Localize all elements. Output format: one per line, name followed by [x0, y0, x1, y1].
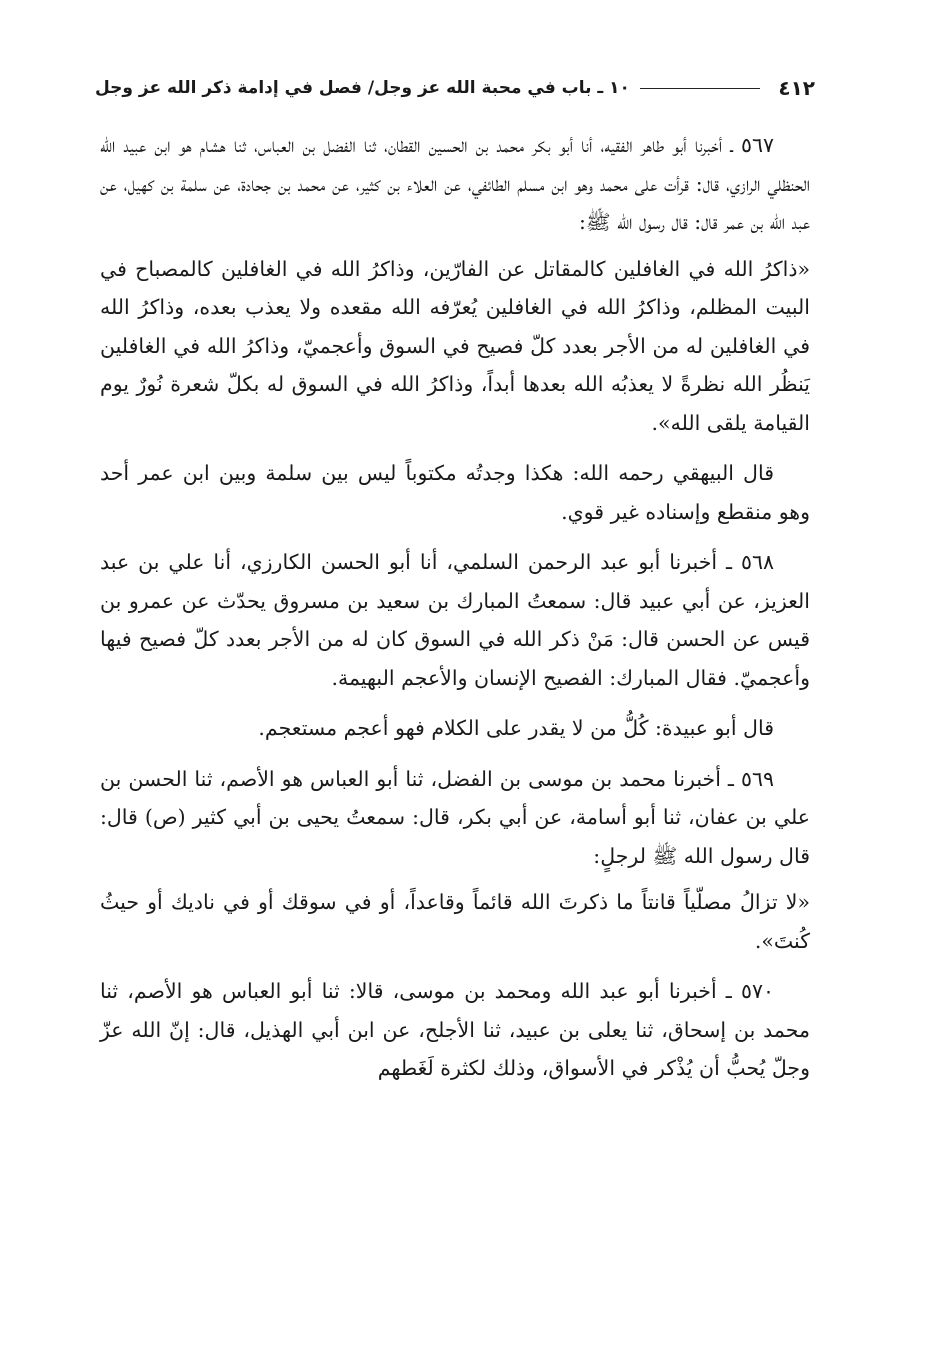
- paragraph-567-hadith: «ذاكرُ الله في الغافلين كالمقاتل عن الفارّين، وذاكرُ الله في الغافلين كالمصباح في البيت المظلم، وذاكرُ الله في الغافلين يُعرّفه الله مقعده ولا يعذب بعده، وذاكرُ الله في الغافلين له من الأجر بعدد كلّ فصيح في السوق وأعجميّ، وذاكرُ الله في الغافلين يَنظُر الله نظرةً لا يعذبُه الله بعدها أبداً، وذاكرُ الله في السوق له بكلّ شعرة نُورٌ يوم القيامة يلقى الله».: [100, 256, 810, 435]
- page-body: [100, 126, 810, 1100]
- page-number: ٤١٢: [778, 76, 815, 100]
- paragraph-abu-ubayda: قال أبو عبيدة: كُلُّ من لا يقدر على الكلام فهو أعجم مستعجم.: [258, 716, 774, 740]
- paragraph-569-isnad: ٥٦٩ ـ أخبرنا محمد بن موسى بن الفضل، ثنا أبو العباس هو الأصم، ثنا الحسن بن علي بن عفان، ثنا أبو أسامة، عن أبي بكر، قال: سمعتُ يحيى بن أبي كثير (ص) قال: قال رسول الله ﷺ لرجلٍ:: [100, 766, 810, 868]
- page-header: [95, 70, 815, 106]
- paragraph-570: ٥٧٠ ـ أخبرنا أبو عبد الله ومحمد بن موسى، قالا: ثنا أبو العباس هو الأصم، ثنا محمد بن إسحاق، ثنا يعلى بن عبيد، ثنا الأجلح، عن ابن أبي الهذيل، قال: إنّ الله عزّ وجلّ يُحبُّ أن يُذْكر في الأسواق، وذلك لكثرة لَغَطهم: [100, 979, 810, 1080]
- running-title: ١٠ ـ باب في محبة الله عز وجل/ فصل في إدامة ذكر الله عز وجل: [95, 78, 630, 98]
- paragraph-567-isnad: ٥٦٧ ـ أخبرنا أبو طاهر الفقيه، أنا أبو بكر محمد بن الحسين القطان، ثنا الفضل بن العباس، ثنا هشام هو ابن عبيد الله الحنظلي الرازي، قال: قرأت على محمد وهو ابن مسلم الطائفي، عن العلاء بن كثير، عن محمد بن جحادة، عن سلمة بن كهيل، عن عبد الله بن عمر قال: قال رسول الله ﷺ:: [100, 133, 810, 234]
- paragraph-569-hadith: «لا تزالُ مصلّياً قانتاً ما ذكرتَ الله قائماً وقاعداً، أو في سوقك أو في ناديك أو حيثُ كُنتَ».: [100, 890, 810, 953]
- paragraph-bayhaqi-comment: قال البيهقي رحمه الله: هكذا وجدتُه مكتوباً ليس بين سلمة وبين ابن عمر أحد وهو منقطع وإسناده غير قوي.: [100, 461, 810, 524]
- header-rule: [640, 88, 760, 89]
- paragraph-568: ٥٦٨ ـ أخبرنا أبو عبد الرحمن السلمي، أنا أبو الحسن الكارزي، أنا علي بن عبد العزيز، عن أبي عبيد قال: سمعتُ المبارك بن سعيد بن مسروق يحدّث عن عمرو بن قيس عن الحسن قال: مَنْ ذكر الله في السوق كان له من الأجر بعدد كلّ فصيح فيها وأعجميّ. فقال المبارك: الفصيح الإنسان والأعجم البهيمة.: [100, 550, 810, 690]
